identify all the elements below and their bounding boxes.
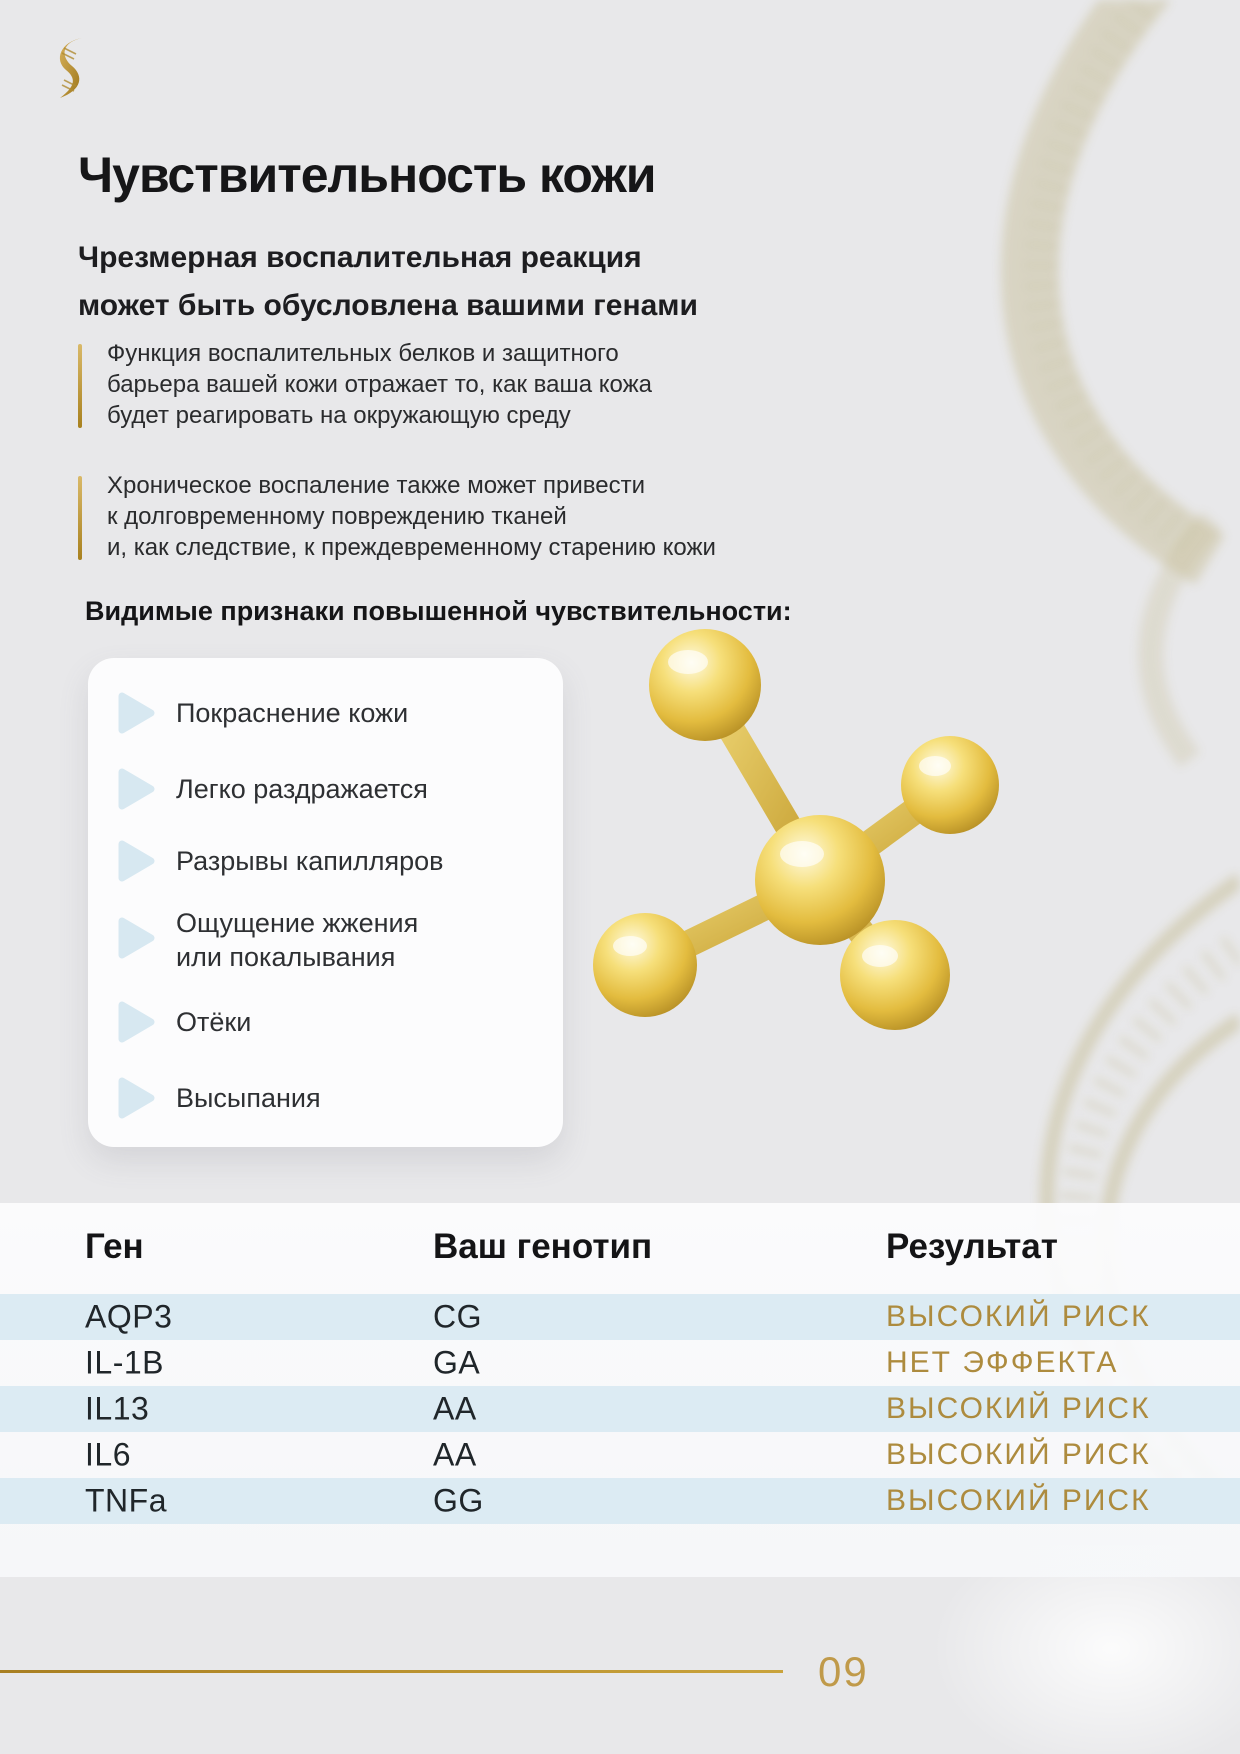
- gene-cell: IL6: [85, 1436, 131, 1473]
- gene-cell: IL13: [85, 1390, 150, 1427]
- column-header-gene: Ген: [85, 1227, 144, 1266]
- list-item-label: Ощущение жжения или покалывания: [176, 908, 419, 972]
- signs-card: [88, 658, 563, 1147]
- result-cell: ВЫСОКИЙ РИСК: [886, 1392, 1151, 1425]
- result-cell: НЕТ ЭФФЕКТА: [886, 1346, 1119, 1379]
- triangle-right-icon: [118, 1076, 156, 1120]
- subtitle-line: Чрезмерная воспалительная реакция: [78, 241, 642, 274]
- intro-paragraph: [78, 470, 716, 563]
- result-cell: ВЫСОКИЙ РИСК: [886, 1300, 1151, 1333]
- triangle-right-icon: [118, 767, 156, 811]
- column-header-result: Результат: [886, 1227, 1058, 1266]
- page-number: 09: [818, 1648, 869, 1695]
- table-header-row: [0, 1224, 1240, 1270]
- table-row: [0, 1432, 1240, 1478]
- paragraph-line: барьера вашей кожи отражает то, как ваша кожа: [107, 371, 653, 398]
- dna-logo-icon: [52, 36, 90, 100]
- paragraph-line: и, как следствие, к преждевременному старению кожи: [107, 534, 716, 561]
- list-item: [118, 906, 438, 974]
- triangle-right-icon: [118, 839, 156, 883]
- list-item-label: Разрывы капилляров: [176, 846, 444, 876]
- page-subtitle: [78, 234, 698, 330]
- list-item: [118, 691, 408, 735]
- paragraph-line: Хроническое воспаление также может привести: [107, 472, 646, 499]
- genotype-cell: CG: [433, 1298, 482, 1335]
- list-item-label: Высыпания: [176, 1083, 321, 1113]
- gold-accent-bar: [78, 476, 82, 560]
- triangle-right-icon: [118, 916, 156, 960]
- subtitle-line: может быть обусловлена вашими генами: [78, 289, 698, 322]
- molecule-image: [560, 590, 1020, 1060]
- table-row: [0, 1478, 1240, 1524]
- list-item: [118, 1000, 251, 1044]
- genotype-cell: AA: [433, 1390, 477, 1427]
- list-item: [118, 767, 428, 811]
- genotype-cell: GA: [433, 1344, 481, 1381]
- gene-cell: AQP3: [85, 1298, 173, 1335]
- triangle-right-icon: [118, 1000, 156, 1044]
- page-title: Чувствительность кожи: [78, 147, 656, 203]
- genotype-cell: GG: [433, 1482, 484, 1519]
- list-item: [118, 839, 444, 883]
- table-row: [0, 1340, 1240, 1386]
- list-item-label: Отёки: [176, 1007, 252, 1037]
- gold-accent-bar: [78, 344, 82, 428]
- genotype-cell: AA: [433, 1436, 477, 1473]
- triangle-right-icon: [118, 691, 156, 735]
- result-cell: ВЫСОКИЙ РИСК: [886, 1438, 1151, 1471]
- table-row: [0, 1294, 1240, 1340]
- result-cell: ВЫСОКИЙ РИСК: [886, 1484, 1151, 1517]
- paragraph-line: к долговременному повреждению тканей: [107, 503, 567, 530]
- list-item-label: Покраснение кожи: [176, 698, 409, 728]
- footer-divider-line: [0, 1670, 783, 1673]
- signs-heading: Видимые признаки повышенной чувствительности:: [85, 596, 792, 626]
- intro-paragraph: [78, 338, 652, 431]
- list-item-label: Легко раздражается: [176, 774, 428, 804]
- list-item: [118, 1076, 321, 1120]
- table-row: [0, 1386, 1240, 1432]
- paragraph-line: будет реагировать на окружающую среду: [107, 402, 571, 429]
- gene-cell: TNFa: [85, 1482, 167, 1519]
- gene-cell: IL-1B: [85, 1344, 164, 1381]
- column-header-genotype: Ваш генотип: [433, 1227, 653, 1266]
- paragraph-line: Функция воспалительных белков и защитного: [107, 340, 619, 367]
